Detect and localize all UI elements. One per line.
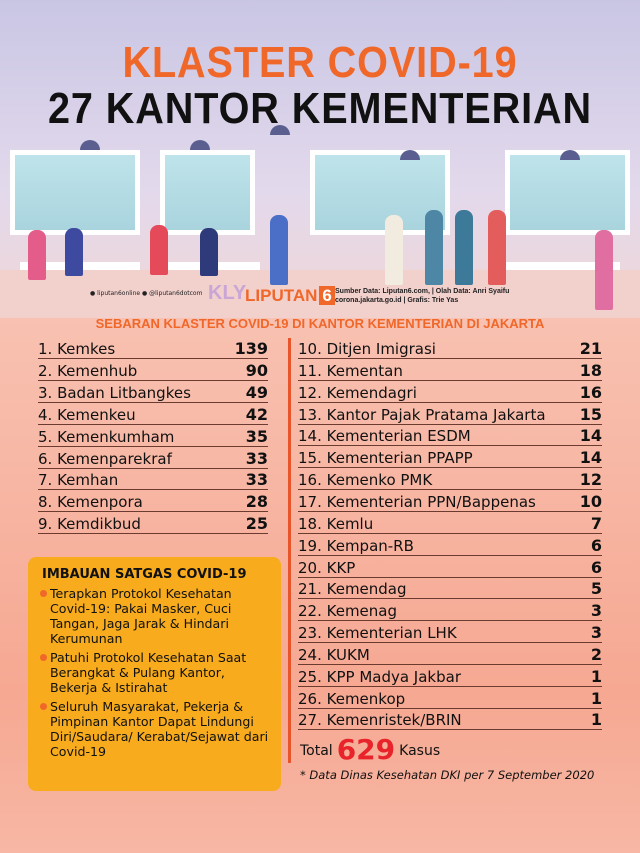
list-row <box>298 381 602 403</box>
lamp-icon <box>80 140 100 150</box>
list-row <box>38 490 268 512</box>
section-title: SEBARAN KLASTER COVID-19 DI KANTOR KEMENTERIAN DI JAKARTA <box>95 316 545 331</box>
office-name: 12. Kemendagri <box>298 383 417 402</box>
office-name: 21. Kemendag <box>298 580 407 599</box>
office-name: 8. Kemenpora <box>38 493 143 512</box>
total-unit: Kasus <box>399 743 441 759</box>
twitter-icon: ● <box>142 290 148 297</box>
advice-item: Seluruh Masyarakat, Pekerja & Pimpinan Kantor Dapat Lindungi Diri/Saudara/ Kerabat/Sejawat dari Covid-19 <box>40 699 273 759</box>
case-count: 7 <box>590 513 602 533</box>
case-count: 25 <box>245 514 268 534</box>
list-row <box>298 424 602 446</box>
source-line: corona.jakarta.go.id | Grafis: Trie Yas <box>335 297 459 304</box>
list-row <box>298 337 602 359</box>
list-row <box>38 425 268 447</box>
person-illustration <box>425 210 443 285</box>
case-count: 3 <box>590 623 602 643</box>
office-name: 11. Kementan <box>298 361 403 380</box>
lamp-icon <box>190 140 210 150</box>
case-count: 16 <box>579 382 602 402</box>
case-count: 6 <box>590 557 602 577</box>
office-name: 3. Badan Litbangkes <box>38 383 191 402</box>
case-count: 21 <box>579 339 602 358</box>
case-count: 28 <box>245 492 268 512</box>
list-row <box>38 337 268 359</box>
advice-item: Terapkan Protokol Kesehatan Covid-19: Pakai Masker, Cuci Tangan, Jaga Jarak & Hindari Kerumunan <box>40 586 273 646</box>
case-count: 15 <box>579 404 602 424</box>
office-name: 1. Kemkes <box>38 340 116 358</box>
case-count: 42 <box>245 404 268 424</box>
case-count: 33 <box>245 448 268 468</box>
page-title: KLASTER COVID-19 <box>122 38 518 87</box>
list-row <box>38 403 268 425</box>
list-row <box>38 512 268 534</box>
office-name: 16. Kemenko PMK <box>298 471 433 490</box>
office-name: 23. Kementerian LHK <box>298 624 457 643</box>
person-illustration <box>200 228 218 276</box>
list-row <box>298 621 602 643</box>
list-row <box>298 490 602 512</box>
office-name: 7. Kemhan <box>38 471 119 490</box>
person-illustration <box>270 215 288 285</box>
list-row <box>298 665 602 687</box>
office-name: 20. KKP <box>298 558 356 577</box>
office-name: 15. Kementerian PPAPP <box>298 449 473 468</box>
office-name: 14. Kementerian ESDM <box>298 427 471 446</box>
case-count: 2 <box>590 644 602 664</box>
case-count: 1 <box>590 710 602 730</box>
list-row <box>38 381 268 403</box>
advice-item: Patuhi Protokol Kesehatan Saat Berangkat & Pulang Kantor, Bekerja & Istirahat <box>40 650 273 695</box>
list-row <box>38 468 268 490</box>
person-illustration <box>385 215 403 285</box>
office-name: 4. Kemenkeu <box>38 405 136 424</box>
list-row <box>298 556 602 578</box>
window-illustration <box>10 150 140 235</box>
office-name: 19. Kempan-RB <box>298 536 414 555</box>
case-count: 10 <box>579 491 602 511</box>
source-line: Sumber Data: Liputan6.com, | Olah Data: Anri Syaifu <box>335 288 510 295</box>
office-name: 6. Kemenparekraf <box>38 449 172 468</box>
case-count: 1 <box>590 688 602 708</box>
window-illustration <box>160 150 255 235</box>
list-row <box>298 643 602 665</box>
list-row <box>298 687 602 709</box>
data-note: * Data Dinas Kesehatan DKI per 7 September 2020 <box>300 768 595 782</box>
divider <box>288 338 291 763</box>
twitter-handle: @liputan6dotcom <box>149 290 203 297</box>
office-name: 10. Ditjen Imigrasi <box>298 340 436 358</box>
logo-six: 6 <box>319 286 334 305</box>
case-count: 35 <box>245 426 268 446</box>
social-credits <box>90 290 202 297</box>
case-count: 14 <box>579 426 602 446</box>
office-name: 2. Kemenhub <box>38 361 138 380</box>
office-name: 17. Kementerian PPN/Bappenas <box>298 492 536 511</box>
advice-title: IMBAUAN SATGAS COVID-19 <box>42 567 247 582</box>
office-name: 9. Kemdikbud <box>38 515 141 534</box>
case-count: 14 <box>579 448 602 468</box>
case-count: 90 <box>245 360 268 380</box>
case-count: 18 <box>579 360 602 380</box>
office-name: 18. Kemlu <box>298 514 374 533</box>
case-count: 5 <box>590 579 602 599</box>
header-illustration <box>0 0 640 318</box>
person-illustration <box>150 225 168 275</box>
office-name: 26. Kemenkop <box>298 689 406 708</box>
list-row <box>298 512 602 534</box>
case-count: 6 <box>590 535 602 555</box>
office-name: 13. Kantor Pajak Pratama Jakarta <box>298 405 546 424</box>
facebook-icon: ● <box>90 290 96 297</box>
case-count: 12 <box>579 470 602 490</box>
person-illustration <box>65 228 83 276</box>
window-illustration <box>505 150 630 235</box>
case-count: 1 <box>590 666 602 686</box>
facebook-handle: liputan6online <box>97 290 141 297</box>
person-illustration <box>455 210 473 285</box>
source-credits <box>335 287 509 305</box>
list-row <box>298 403 602 425</box>
total-value: 629 <box>336 733 396 766</box>
list-row <box>298 446 602 468</box>
list-row <box>38 447 268 469</box>
kly-logo: KLY <box>208 282 247 304</box>
office-name: 25. KPP Madya Jakbar <box>298 667 461 686</box>
logo-text: LIPUTAN <box>245 286 318 305</box>
list-row <box>298 468 602 490</box>
office-name: 27. Kemenristek/BRIN <box>298 711 462 730</box>
office-name: 5. Kemenkumham <box>38 427 175 446</box>
list-row <box>298 599 602 621</box>
page-subtitle: 27 KANTOR KEMENTERIAN <box>47 84 593 133</box>
liputan6-logo <box>245 286 335 306</box>
list-row <box>298 359 602 381</box>
total <box>300 733 440 766</box>
case-count: 33 <box>245 470 268 490</box>
person-illustration <box>488 210 506 285</box>
office-name: 24. KUKM <box>298 645 370 664</box>
list-row <box>38 359 268 381</box>
office-name: 22. Kemenag <box>298 602 398 621</box>
case-count: 3 <box>590 601 602 621</box>
list-row <box>298 708 602 730</box>
person-illustration <box>28 230 46 280</box>
list-row <box>298 534 602 556</box>
person-illustration <box>595 230 613 310</box>
advice-box <box>28 557 281 791</box>
case-count: 49 <box>245 382 268 402</box>
case-count: 139 <box>234 339 268 358</box>
list-row <box>298 577 602 599</box>
total-label: Total <box>300 743 333 759</box>
